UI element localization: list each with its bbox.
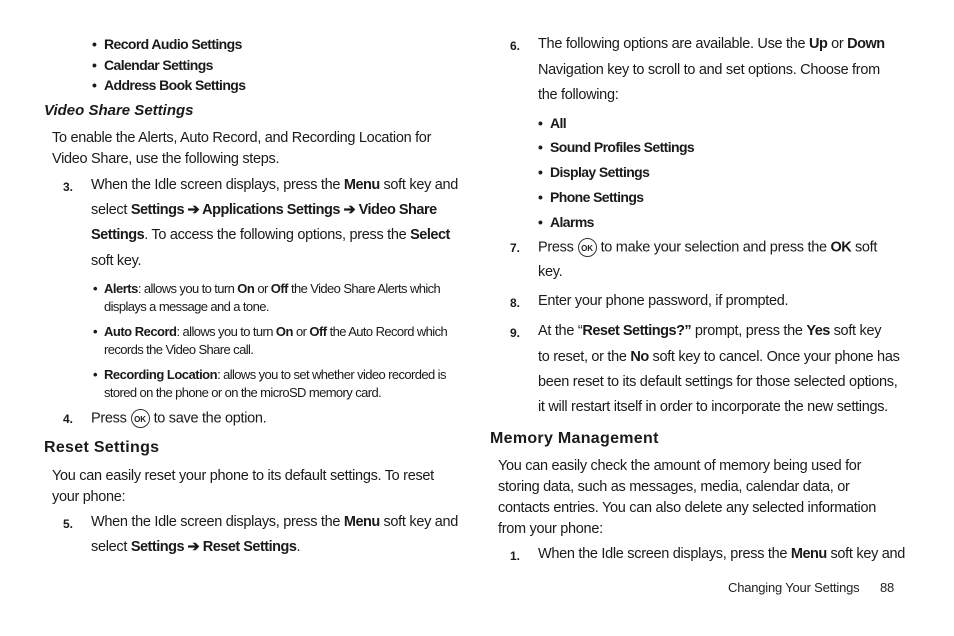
- heading-memory-management: Memory Management: [490, 430, 659, 447]
- step-5-number: 5.: [63, 517, 74, 531]
- sub-bullet-recording-location: Recording Location: allows you to set whether video recorded is stored on the phone or on the microSD memory card.: [104, 367, 446, 400]
- step-6-number: 6.: [510, 39, 521, 53]
- step-7-line-2: key.: [538, 264, 563, 280]
- step-9-number: 9.: [510, 326, 521, 340]
- option-alarms: • Alarms: [550, 214, 594, 230]
- bullet-address-book: • Address Book Settings: [104, 77, 245, 93]
- step-6-line-3: the following:: [538, 87, 619, 103]
- reset-intro-2: your phone:: [52, 489, 126, 505]
- ok-key-icon: OK: [131, 409, 150, 428]
- bullet-dot: •: [93, 281, 98, 296]
- bullet-dot: •: [93, 367, 98, 382]
- footer-section-title: Changing Your Settings: [728, 580, 860, 595]
- step-3-number: 3.: [63, 180, 74, 194]
- step-5-line-2: select Settings ➔ Reset Settings.: [91, 539, 301, 555]
- heading-video-share: Video Share Settings: [44, 102, 194, 119]
- step-9-line-2: to reset, or the No soft key to cancel. Once your phone has: [538, 349, 900, 365]
- step-3-line-3: Settings. To access the following options, press the Select: [91, 227, 450, 243]
- step-1-line: When the Idle screen displays, press the Menu soft key and: [538, 546, 906, 562]
- bullet-dot: •: [93, 324, 98, 339]
- step-4-number: 4.: [63, 412, 74, 426]
- step-5-line-1: When the Idle screen displays, press the Menu soft key and: [91, 514, 459, 530]
- step-3-line-1: When the Idle screen displays, press the Menu soft key and: [91, 177, 459, 193]
- step-6-line-2: Navigation key to scroll to and set options. Choose from: [538, 62, 880, 78]
- footer-page-number: 88: [880, 580, 895, 595]
- step-9-line-3: been reset to its default settings for those selected options,: [538, 374, 898, 390]
- step-8-number: 8.: [510, 296, 521, 310]
- ok-key-icon: OK: [578, 238, 597, 257]
- step-6-line-1: The following options are available. Use the Up or Down: [538, 36, 885, 52]
- bullet-record-audio: • Record Audio Settings: [104, 36, 242, 52]
- option-all: • All: [550, 115, 566, 131]
- memory-intro-4: from your phone:: [498, 521, 603, 537]
- memory-intro-3: contacts entries. You can also delete any selected information: [498, 500, 876, 516]
- step-4-line: Press OK to save the option.: [91, 410, 267, 427]
- bullet-calendar: • Calendar Settings: [104, 57, 213, 73]
- option-sound-profiles: • Sound Profiles Settings: [550, 139, 694, 155]
- reset-intro-1: You can easily reset your phone to its default settings. To reset: [52, 468, 434, 484]
- step-9-line-1: At the “Reset Settings?” prompt, press the Yes soft key: [538, 323, 882, 339]
- memory-intro-1: You can easily check the amount of memory being used for: [498, 458, 862, 474]
- step-8-line: Enter your phone password, if prompted.: [538, 293, 789, 309]
- step-3-line-4: soft key.: [91, 253, 142, 269]
- video-share-intro-2: Video Share, use the following steps.: [52, 151, 280, 167]
- step-1-number: 1.: [510, 549, 521, 563]
- sub-bullet-alerts: Alerts: allows you to turn On or Off the Video Share Alerts which displays a message and a tone.: [104, 281, 441, 314]
- step-7-line-1: Press OK to make your selection and press the OK soft: [538, 239, 878, 256]
- heading-reset-settings: Reset Settings: [44, 439, 160, 456]
- video-share-intro-1: To enable the Alerts, Auto Record, and Recording Location for: [52, 130, 432, 146]
- option-display: • Display Settings: [550, 164, 649, 180]
- step-7-number: 7.: [510, 241, 521, 255]
- option-phone: • Phone Settings: [550, 189, 644, 205]
- step-3-line-2: select Settings ➔ Applications Settings ➔ Video Share: [91, 202, 437, 218]
- step-9-line-4: it will restart itself in order to incorporate the new settings.: [538, 399, 888, 415]
- sub-bullet-auto-record: Auto Record: allows you to turn On or Off the Auto Record which records the Video Share call.: [104, 324, 448, 357]
- memory-intro-2: storing data, such as messages, media, calendar data, or: [498, 479, 850, 495]
